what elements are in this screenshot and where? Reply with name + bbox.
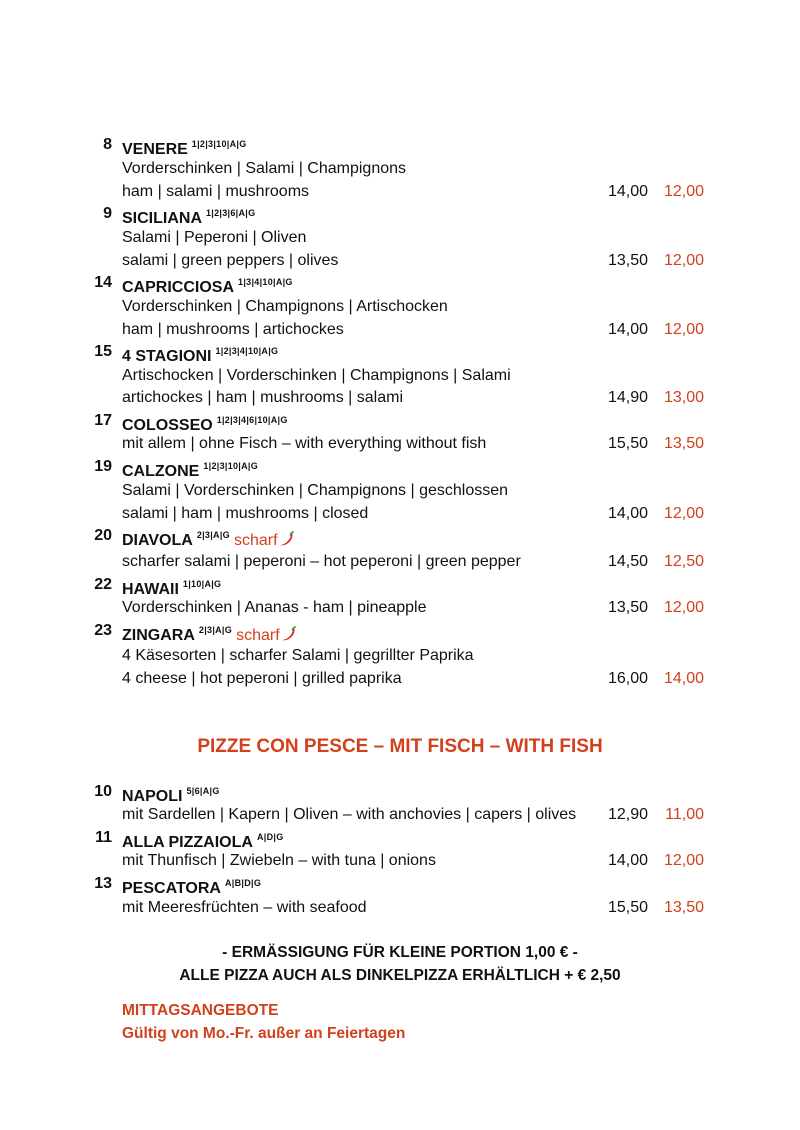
menu-item-line (0, 667, 800, 690)
allergen-codes: 1|2|3|10|A|G (203, 461, 259, 471)
lunch-offer-title: MITTAGSANGEBOTE (122, 1002, 279, 1019)
allergen-codes: A|B|D|G (224, 878, 262, 888)
item-name: ALLA PIZZAIOLA $^{A|D|G}$ (122, 832, 284, 851)
menu-item-header (0, 826, 800, 849)
item-name: DIAVOLA $^{2|3|A|G}$ scharf (122, 524, 294, 552)
spicy-label: scharf (234, 532, 294, 549)
item-description: salami | green peppers | olives (122, 252, 339, 269)
menu-item-header (0, 524, 800, 547)
item-description: 4 cheese | hot peperoni | grilled paprika (122, 670, 402, 687)
allergen-codes: 5|6|A|G (186, 786, 220, 796)
item-name: 4 STAGIONI $^{1|2|3|4|10|A|G}$ (122, 346, 279, 365)
menu-item-header (0, 409, 800, 432)
item-lunch-price: 12,00 (663, 252, 704, 269)
menu-item-header (0, 619, 800, 642)
item-lunch-price: 13,50 (663, 435, 704, 452)
menu-item-header (0, 133, 800, 156)
allergen-codes: A|D|G (256, 832, 284, 842)
item-lunch-price: 12,00 (663, 321, 704, 338)
item-lunch-price: 14,00 (663, 670, 704, 687)
item-lunch-price: 12,00 (663, 599, 704, 616)
menu-item-line (0, 432, 800, 455)
menu-item-header (0, 872, 800, 895)
menu-item-line (0, 295, 800, 318)
item-number: 22 (94, 576, 112, 593)
menu-item-line (0, 896, 800, 919)
menu-item-header (0, 202, 800, 225)
item-price: 14,50 (607, 553, 648, 570)
item-price: 16,00 (607, 670, 648, 687)
item-name: ZINGARA $^{2|3|A|G}$ scharf (122, 619, 296, 647)
spicy-label: scharf (236, 627, 296, 644)
item-number: 14 (94, 274, 112, 291)
item-name: COLOSSEO $^{1|2|3|4|6|10|A|G}$ (122, 415, 288, 434)
item-description: ham | mushrooms | artichockes (122, 321, 344, 338)
menu-item-header (0, 573, 800, 596)
allergen-codes: 1|10|A|G (182, 579, 222, 589)
item-number: 20 (94, 527, 112, 544)
menu-item-header (0, 455, 800, 478)
item-lunch-price: 11,00 (665, 806, 704, 823)
item-price: 14,00 (607, 321, 648, 338)
item-price: 13,50 (607, 252, 648, 269)
item-description: 4 Käsesorten | scharfer Salami | gegrillter Paprika (122, 647, 474, 664)
menu-item-line (0, 803, 800, 826)
menu-item-header (0, 271, 800, 294)
item-price: 15,50 (607, 435, 648, 452)
item-lunch-price: 12,50 (663, 553, 704, 570)
item-lunch-price: 13,50 (663, 899, 704, 916)
allergen-codes: 1|2|3|6|A|G (206, 208, 256, 218)
item-name: PESCATORA $^{A|B|D|G}$ (122, 878, 262, 897)
item-name: HAWAII $^{1|10|A|G}$ (122, 579, 222, 598)
menu-item-line (0, 249, 800, 272)
item-name: CALZONE $^{1|2|3|10|A|G}$ (122, 461, 259, 480)
menu-item-line (0, 596, 800, 619)
item-lunch-price: 13,00 (663, 389, 704, 406)
item-number: 17 (94, 412, 112, 429)
item-lunch-price: 12,00 (663, 852, 704, 869)
item-description: mit Meeresfrüchten – with seafood (122, 899, 367, 916)
menu-item-line (0, 550, 800, 573)
item-description: Vorderschinken | Salami | Champignons (122, 160, 407, 177)
item-lunch-price: 12,00 (663, 183, 704, 200)
menu-item-header (0, 780, 800, 803)
item-description: Vorderschinken | Ananas - ham | pineapple (122, 599, 427, 616)
menu-item-line (0, 479, 800, 502)
item-number: 13 (94, 875, 112, 892)
item-name: VENERE $^{1|2|3|10|A|G}$ (122, 139, 247, 158)
item-description: Artischocken | Vorderschinken | Champignons | Salami (122, 367, 511, 384)
item-lunch-price: 12,00 (663, 505, 704, 522)
item-description: mit Sardellen | Kapern | Oliven – with anchovies | capers | olives (122, 806, 577, 823)
chili-pepper-icon (278, 531, 294, 547)
small-portion-note: - ERMÄSSIGUNG FÜR KLEINE PORTION 1,00 € - (222, 944, 578, 961)
item-price: 13,50 (607, 599, 648, 616)
item-number: 11 (95, 829, 112, 846)
lunch-offer-subtitle: Gültig von Mo.-Fr. außer an Feiertagen (122, 1025, 406, 1042)
allergen-codes: 1|2|3|10|A|G (191, 139, 247, 149)
menu-item-line (0, 849, 800, 872)
item-name: SICILIANA $^{1|2|3|6|A|G}$ (122, 208, 256, 227)
menu-item-line (0, 180, 800, 203)
item-description: scharfer salami | peperoni – hot peperoni | green pepper (122, 553, 521, 570)
item-description: Salami | Peperoni | Oliven (122, 229, 307, 246)
menu-item-line (0, 364, 800, 387)
allergen-codes: 1|2|3|4|6|10|A|G (216, 415, 288, 425)
chili-pepper-icon (280, 626, 296, 642)
fish-section-title: PIZZE CON PESCE – MIT FISCH – WITH FISH (197, 736, 603, 757)
allergen-codes: 2|3|A|G (196, 530, 230, 540)
item-description: salami | ham | mushrooms | closed (122, 505, 369, 522)
menu-item-line (0, 226, 800, 249)
item-number: 19 (94, 458, 112, 475)
item-number: 8 (103, 136, 112, 153)
item-description: Vorderschinken | Champignons | Artischocken (122, 298, 448, 315)
item-price: 14,90 (607, 389, 648, 406)
item-number: 10 (94, 783, 112, 800)
menu-item-line (0, 502, 800, 525)
menu-item-line (0, 318, 800, 341)
item-description: Salami | Vorderschinken | Champignons | geschlossen (122, 482, 509, 499)
menu-item-header (0, 340, 800, 363)
item-description: ham | salami | mushrooms (122, 183, 310, 200)
item-price: 12,90 (607, 806, 648, 823)
item-number: 9 (103, 205, 112, 222)
menu-item-line (0, 157, 800, 180)
item-description: mit Thunfisch | Zwiebeln – with tuna | onions (122, 852, 436, 869)
menu-item-line (0, 386, 800, 409)
item-name: CAPRICCIOSA $^{1|3|4|10|A|G}$ (122, 277, 293, 296)
item-price: 14,00 (607, 183, 648, 200)
allergen-codes: 2|3|A|G (198, 625, 233, 635)
item-description: artichockes | ham | mushrooms | salami (122, 389, 403, 406)
item-number: 23 (94, 622, 112, 639)
item-price: 14,00 (607, 852, 648, 869)
menu-item-line (0, 644, 800, 667)
item-description: mit allem | ohne Fisch – with everything without fish (122, 435, 487, 452)
allergen-codes: 1|2|3|4|10|A|G (215, 346, 279, 356)
item-name: NAPOLI $^{5|6|A|G}$ (122, 786, 220, 805)
allergen-codes: 1|3|4|10|A|G (238, 277, 293, 287)
item-number: 15 (94, 343, 112, 360)
spelt-pizza-note: ALLE PIZZA AUCH ALS DINKELPIZZA ERHÄLTLICH + € 2,50 (179, 967, 621, 984)
item-price: 15,50 (607, 899, 648, 916)
item-price: 14,00 (607, 505, 648, 522)
